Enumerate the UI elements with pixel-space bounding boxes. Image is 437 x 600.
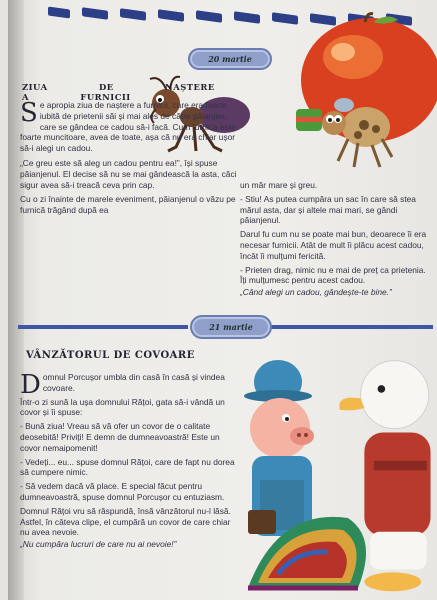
story2-paragraph-5: - Să vedem dacă vă place. E special făcut pentru dumneavoastră, spuse domnul Porcușor cu entuziasm. — [20, 481, 225, 502]
carpet-illustration — [238, 478, 388, 598]
story2-moral: „Nu cumpăra lucruri de care nu ai nevoie!” — [20, 539, 177, 550]
story1-paragraph-2: „Ce greu este să aleg un cadou pentru ea!”, își spuse păianjenul. El decise să nu se mai gândească la asta, căci sigur avea să-i treacă ceva prin cap. — [20, 157, 237, 190]
story2-intro: omnul Porcușor umbla din casă în casă și vindea covoare. — [42, 372, 225, 393]
date-badge-20-march: 20 martie — [188, 48, 272, 70]
story1-intro: e apropia ziua de naștere a furnicii, care era foarte iubită de prietenii săi și mai ales de către păianjen, care se gândea ce cadou să-i facă. Cum furnica este foarte muncitoare, avea de toate, așa că nu era chiar ușor să-i alegi un cadou. — [20, 100, 236, 154]
story2-paragraph-3: - Bună ziua! Vreau să vă ofer un covor de o calitate deosebită! Priviți! E demn de dumneavoastră! Este un covor nemaipomenit! — [20, 421, 220, 453]
drop-cap-d: D — [20, 370, 41, 400]
date-badge-21-march: 21 martie — [190, 315, 272, 339]
story1-right-paragraph-2: - Stiu! As putea cumpăra un sac în care să stea mărul asta, dar și altele mai mari, se gândi păianjenul. — [240, 193, 416, 226]
date-bar-left — [18, 325, 188, 329]
drop-cap-s: S — [20, 98, 38, 128]
story2-paragraph-4: - Vedeți... eu... spuse domnul Rățoi, care de fapt nu dorea să cumpere nimic. — [20, 456, 235, 478]
story2-title: VÂNZĂTORUL DE COVOARE — [26, 350, 195, 361]
story1-right-paragraph-1: un măr mare și greu. — [240, 180, 318, 190]
story1-right-paragraph-3: Darul fu cum nu se poate mai bun, deoarece îi era necesar furnicii. Atât de mult îi plăcu acest cadou, încât îi mulțumi fericită. — [240, 229, 427, 261]
story1-intro-paragraph — [20, 100, 238, 154]
story2-paragraph-6: Domnul Rățoi vru să răspundă, însă vânzătorul nu-l lăsă. Astfel, în câteva clipe, el cumpără un covor de care chiar nu avea nevoie. — [20, 505, 231, 538]
story1-right-paragraph-4: - Prieten drag, nimic nu e mai de preț ca prietenia. Îți mulțumesc pentru acest cadou. — [240, 264, 426, 286]
story1-title: ZIUA DE NAȘTERE A FURNICII — [22, 82, 215, 102]
story1-right-text — [240, 180, 430, 299]
story1-moral: „Când alegi un cadou, gândește-te bine.” — [240, 287, 392, 298]
story2-text — [20, 372, 242, 551]
story1-left-text — [20, 100, 238, 217]
story2-paragraph-1 — [20, 370, 242, 400]
book-page — [8, 0, 437, 600]
date-bar-right — [268, 325, 433, 329]
story1-paragraph-3: Cu o zi înainte de marele eveniment, păianjenul o văzu pe furnică trăgând după ea — [20, 194, 236, 216]
story2-paragraph-2: Într-o zi sună la ușa domnului Rățoi, gata să-i vândă un covor și îi spuse: — [20, 396, 225, 418]
spider-illustration — [288, 95, 398, 175]
